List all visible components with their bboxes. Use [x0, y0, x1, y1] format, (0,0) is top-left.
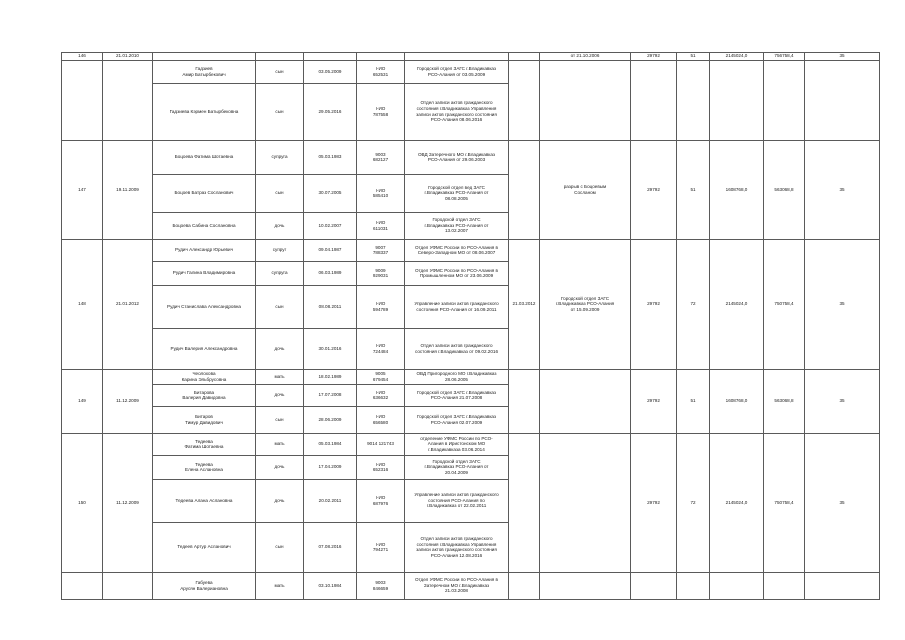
birth-date-cell: 30.07.2005: [304, 174, 357, 212]
document-cell: I-ИО 787558: [357, 83, 405, 140]
document-cell: 9003 846659: [357, 572, 405, 599]
issuer-cell: Городской отдел ЗАГС г.Владикавказ РСО-Алания от 03.05.2009: [405, 60, 509, 83]
issuer-cell: Отдел записи актов гражданского состояния г.Владикавказ Управления записи актов гражданского состояния РСО-Алания 12.08.2016: [405, 522, 509, 572]
household-count-cell: [677, 572, 710, 599]
amount-cell: 1608768,0: [710, 369, 764, 433]
member-name-cell: Битаров Тимур Давидович: [153, 406, 256, 433]
status-cell: [540, 572, 631, 599]
status-cell: [540, 433, 631, 572]
document-cell: I-ИО 652531: [357, 60, 405, 83]
row-number-cell: [62, 572, 103, 599]
registration-date-cell: [509, 60, 540, 140]
amount-cell: [710, 60, 764, 140]
document-cell: I-ИО 585410: [357, 174, 405, 212]
percent-cell: 35: [805, 369, 880, 433]
status-cell: разрыв с Боцоевым Сосланом: [540, 140, 631, 239]
birth-date-cell: 05.03.1984: [304, 433, 357, 455]
member-name-cell: Боцоева Фатима Шотаевна: [153, 140, 256, 174]
percent-cell: 35: [805, 433, 880, 572]
area-cell: [631, 60, 677, 140]
member-name-cell: Тедеева Фатима Шотаевна: [153, 433, 256, 455]
relation-cell: сын: [256, 522, 304, 572]
housing-register-table: [61, 52, 880, 600]
relation-cell: дочь: [256, 384, 304, 406]
issuer-cell: Городской отдел ЗАГС г.Владикавказ РСО-Алания 02.07.2009: [405, 406, 509, 433]
birth-date-cell: 30.01.2016: [304, 328, 357, 369]
percent-cell: [805, 572, 880, 599]
member-name-cell: Чеолохова Карина Эльбрусовна: [153, 369, 256, 384]
issuer-cell: Отдел записи актов гражданского состояния г.Владикавказ Управления записи актов гражданского состояния РСО-Алания 08.06.2016: [405, 83, 509, 140]
issuer-cell: Отдел УФМС России по РСО-Алания в Затеречном МО г.Владикавказ 21.03.2008: [405, 572, 509, 599]
date-cell: 11.12.2009: [103, 369, 153, 433]
member-name-cell: Тедеева Алана Аслановна: [153, 479, 256, 522]
household-count-cell: [677, 60, 710, 140]
birth-date-cell: 29.05.2016: [304, 83, 357, 140]
relation-cell: дочь: [256, 455, 304, 479]
issuer-cell: ОВД Затеречного МО г.Владикавказ РСО-Алания от 29.06.2003: [405, 140, 509, 174]
registration-date-cell: [509, 572, 540, 599]
member-name-cell: Рудич Галина Владимировна: [153, 261, 256, 285]
relation-cell: сын: [256, 174, 304, 212]
percent-cell: 35: [805, 239, 880, 369]
document-cell: I-ИО 652316: [357, 455, 405, 479]
issuer-cell: Городской отдел ЗАГС г.Владикавказ РСО-Алания от 20.04.2009: [405, 455, 509, 479]
birth-date-cell: 07.08.2016: [304, 522, 357, 572]
table-row: [62, 433, 880, 455]
area-cell: 29792: [631, 433, 677, 572]
table-row: [62, 140, 880, 174]
document-cell: I-ИО 656580: [357, 406, 405, 433]
relation-cell: сын: [256, 285, 304, 328]
row-number-cell: 146: [62, 53, 103, 61]
member-name-cell: Битарова Валерия Давидовна: [153, 384, 256, 406]
date-cell: 21.01.2012: [103, 239, 153, 369]
household-count-cell: 72: [677, 433, 710, 572]
relation-cell: дочь: [256, 328, 304, 369]
household-count-cell: 51: [677, 140, 710, 239]
relation-cell: сын: [256, 83, 304, 140]
birth-date-cell: 09.04.1987: [304, 239, 357, 261]
relation-cell: дочь: [256, 479, 304, 522]
document-cell: 9014 121743: [357, 433, 405, 455]
document-cell: I-ИО 724484: [357, 328, 405, 369]
birth-date-cell: 03.10.1984: [304, 572, 357, 599]
member-name-cell: Боцоев Батраз Сосланович: [153, 174, 256, 212]
table-row: [62, 572, 880, 599]
document-cell: I-ИО 687976: [357, 479, 405, 522]
household-count-cell: 51: [677, 369, 710, 433]
birth-date-cell: 17.04.2009: [304, 455, 357, 479]
document-cell: I-ИО 594789: [357, 285, 405, 328]
issuer-cell: Отдел УФМС России по РСО-Алания в Северо-Западном МО от 08.06.2007: [405, 239, 509, 261]
birth-date-cell: 06.03.1989: [304, 261, 357, 285]
percent-cell: [805, 60, 880, 140]
member-name-cell: Рудич Александр Юрьевич: [153, 239, 256, 261]
relation-cell: мать: [256, 572, 304, 599]
registration-date-cell: [509, 140, 540, 239]
area-cell: 29792: [631, 140, 677, 239]
document-cell: I-ИО 636632: [357, 384, 405, 406]
amount-cell: 2145024,0: [710, 433, 764, 572]
document-cell: 9009 929031: [357, 261, 405, 285]
area-cell: 29792: [631, 369, 677, 433]
birth-date-cell: 08.08.2011: [304, 285, 357, 328]
document-cell: I-ИО 611031: [357, 212, 405, 239]
area-cell: 29792: [631, 53, 677, 61]
area-cell: [631, 572, 677, 599]
birth-date-cell: 18.02.1989: [304, 369, 357, 384]
birth-date-cell: 05.03.1983: [304, 140, 357, 174]
issuer-cell: Городской отдел ЗАГС г.Владикавказ РСО-Алания от 13.02.2007: [405, 212, 509, 239]
document-cell: 9007 788337: [357, 239, 405, 261]
relation-cell: супруга: [256, 140, 304, 174]
document-cell: I-ИО 794271: [357, 522, 405, 572]
amount-cell: 2145024,0: [710, 53, 764, 61]
date-cell: 11.12.2009: [103, 433, 153, 572]
member-name-cell: Габуева Арусян Валериановна: [153, 572, 256, 599]
amount-cell: 1608768,0: [710, 140, 764, 239]
issuer-cell: Городской отдел вед ЗАГС г.Владикавказ РСО-Алания от 08.08.2005: [405, 174, 509, 212]
share-cell: 756758,4: [764, 53, 805, 61]
birth-date-cell: 03.05.2009: [304, 60, 357, 83]
amount-cell: 2145024,0: [710, 239, 764, 369]
issuer-cell: Городской отдел ЗАГС г.Владикавказ РСО-Алания 21.07.2008: [405, 384, 509, 406]
amount-cell: [710, 572, 764, 599]
percent-cell: 35: [805, 140, 880, 239]
relation-cell: сын: [256, 406, 304, 433]
share-cell: 563068,8: [764, 140, 805, 239]
issuer-cell: Отдел УФМС России по РСО-Алания в Промышленном МО от 23.06.2009: [405, 261, 509, 285]
birth-date-cell: 20.02.2011: [304, 479, 357, 522]
table-row: [62, 239, 880, 261]
issuer-cell: ОВД Пригородного МО г.Владикавказ 28.06.2005: [405, 369, 509, 384]
registration-date-cell: [509, 369, 540, 433]
relation-cell: сын: [256, 60, 304, 83]
member-name-cell: Рудич Валерия Александровна: [153, 328, 256, 369]
household-count-cell: 51: [677, 53, 710, 61]
share-cell: 750758,4: [764, 239, 805, 369]
status-cell: от 21.10.2006: [540, 53, 631, 61]
percent-cell: 35: [805, 53, 880, 61]
row-number-cell: 150: [62, 433, 103, 572]
table-row: [62, 60, 880, 83]
date-cell: [103, 60, 153, 140]
issuer-cell: Управление записи актов гражданского состояния РСО-Алания по г.Владикавказ от 22.02.2011: [405, 479, 509, 522]
area-cell: 29792: [631, 239, 677, 369]
table-row: [62, 369, 880, 384]
member-name-cell: Тедеева Елена Аслановна: [153, 455, 256, 479]
date-cell: 21.01.2010: [103, 53, 153, 61]
birth-date-cell: 10.02.2007: [304, 212, 357, 239]
member-name-cell: Боцоева Сабина Сослановна: [153, 212, 256, 239]
relation-cell: мать: [256, 433, 304, 455]
birth-date-cell: 17.07.2008: [304, 384, 357, 406]
relation-cell: супруга: [256, 261, 304, 285]
row-number-cell: 147: [62, 140, 103, 239]
date-cell: 19.11.2009: [103, 140, 153, 239]
share-cell: 563068,8: [764, 369, 805, 433]
issuer-cell: Управление записи актов гражданского состояния РСО-Алания от 16.09.2011: [405, 285, 509, 328]
share-cell: [764, 572, 805, 599]
status-cell: [540, 369, 631, 433]
registration-date-cell: 21.03.2012: [509, 239, 540, 369]
relation-cell: супруг: [256, 239, 304, 261]
registration-date-cell: [509, 433, 540, 572]
status-cell: [540, 60, 631, 140]
issuer-cell: отделение УФМС России по РСО- Алания в Иристонском МО г.Владикавказа 03.06.2014: [405, 433, 509, 455]
member-name-cell: Тедеев Артур Асланович: [153, 522, 256, 572]
row-number-cell: 148: [62, 239, 103, 369]
table-row: [62, 53, 880, 61]
member-name-cell: Гадзиев Амир Батырбекович: [153, 60, 256, 83]
date-cell: [103, 572, 153, 599]
row-number-cell: 149: [62, 369, 103, 433]
household-count-cell: 72: [677, 239, 710, 369]
document-cell: 9003 682127: [357, 140, 405, 174]
document-cell: 9005 679454: [357, 369, 405, 384]
member-name-cell: Рудич Станислава Александровна: [153, 285, 256, 328]
issuer-cell: Отдел записи актов гражданского состояния г.Владикавказ от 09.02.2016: [405, 328, 509, 369]
birth-date-cell: 28.06.2009: [304, 406, 357, 433]
relation-cell: дочь: [256, 212, 304, 239]
relation-cell: мать: [256, 369, 304, 384]
status-cell: Городской отдел ЗАГС г.Владикавказ РСО-Алания от 15.09.2009: [540, 239, 631, 369]
share-cell: 750758,4: [764, 433, 805, 572]
member-name-cell: Гадзиева Кэрмен Батырбековна: [153, 83, 256, 140]
share-cell: [764, 60, 805, 140]
row-number-cell: [62, 60, 103, 140]
